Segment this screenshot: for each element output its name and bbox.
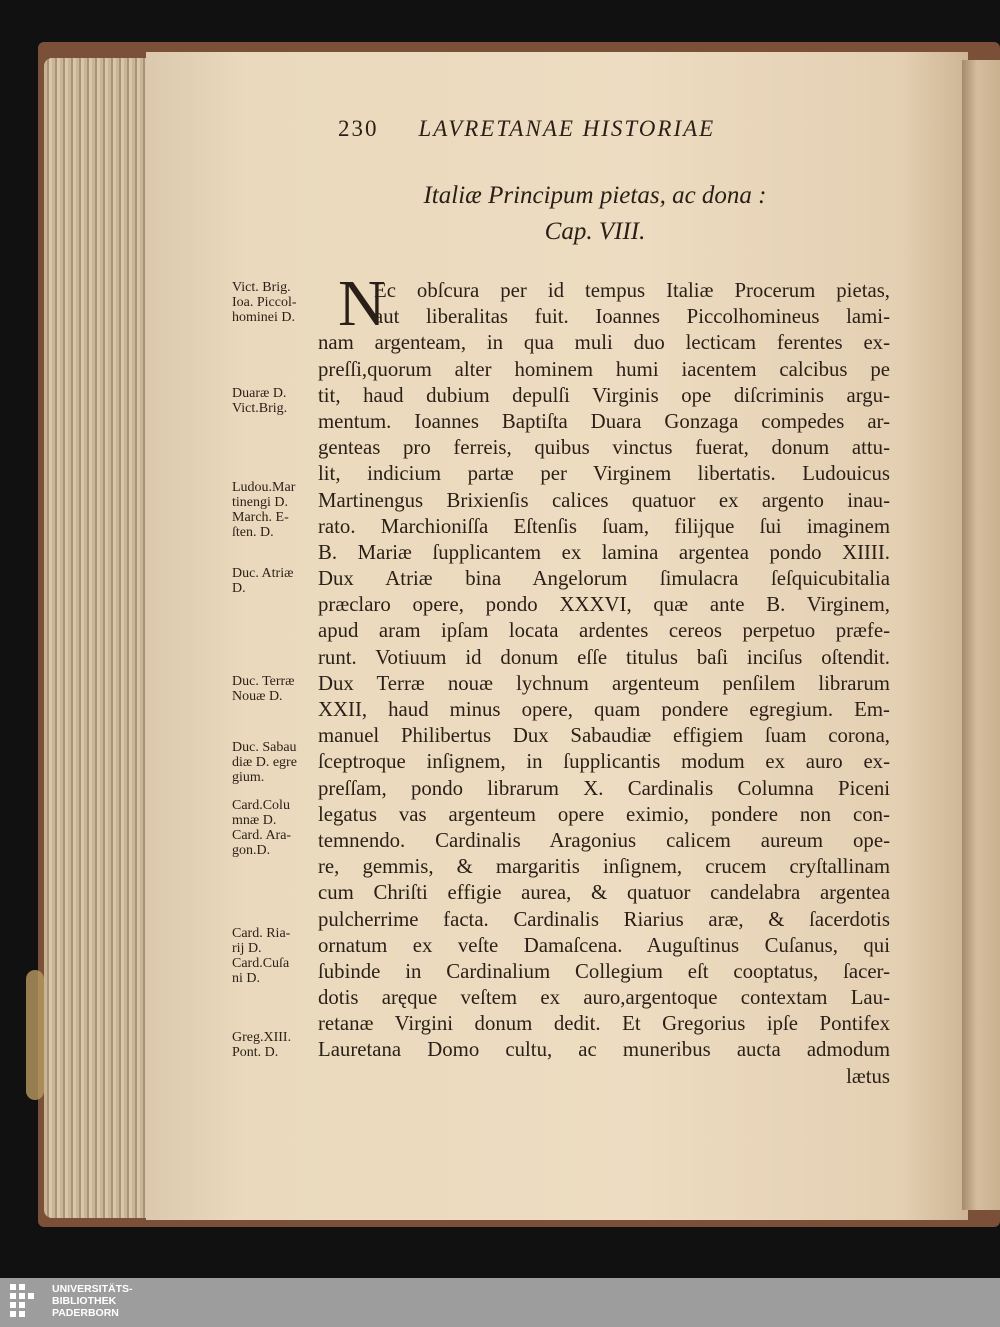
margin-note-line: Ludou.Mar <box>232 480 296 495</box>
margin-note <box>232 566 324 596</box>
text-line: Dux Terræ nouæ lychnum argenteum penſilem librarum <box>318 671 890 695</box>
margin-note-line: Card.Colu <box>232 798 290 813</box>
chapter-title: Italiæ Principum pietas, ac dona : <box>423 182 767 209</box>
margin-note <box>232 674 324 704</box>
library-name-line: BIBLIOTHEK <box>52 1295 117 1307</box>
margin-note-line: Card. Ara- <box>232 828 292 843</box>
text-line: re, gemmis, & margaritis inſignem, crucem cryſtallinam <box>318 855 890 879</box>
margin-note <box>232 926 324 986</box>
text-line: legatus vas argenteum opere eximio, pondere non con- <box>318 802 890 826</box>
text-line: preſſi,quorum alter hominem humi iacentem calcibus pe <box>318 357 890 381</box>
margin-note-line: ni D. <box>232 971 260 986</box>
margin-note-line: Duaræ D. <box>232 386 287 401</box>
text-line: tit, haud dubium depulſi Virginis ope diſcriminis argu- <box>318 383 890 407</box>
text-line: aut liberalitas fuit. Ioannes Piccolhomineus lami- <box>374 305 890 329</box>
library-name-line: PADERBORN <box>52 1307 119 1319</box>
chapter-heading <box>300 178 890 250</box>
margin-note <box>232 740 324 785</box>
chapter-number: Cap. VIII. <box>544 218 646 245</box>
running-title: LAVRETANAE HISTORIAE <box>418 116 716 141</box>
running-header <box>338 116 818 142</box>
text-line: præclaro opere, pondo XXXVI, quæ ante B. Virginem, <box>318 593 890 617</box>
text-line: nam argenteam, in qua muli duo lecticam ferentes ex- <box>318 331 890 355</box>
text-line: pulcherrime facta. Cardinalis Riarius aræ, & ſacerdotis <box>318 907 890 931</box>
margin-note-line: Greg.XIII. <box>232 1030 292 1045</box>
margin-note-line: Card.Cuſa <box>232 956 290 971</box>
margin-note-line: March. E- <box>232 510 289 525</box>
library-name-line: UNIVERSITÄTS- <box>52 1283 133 1295</box>
text-line: manuel Philibertus Dux Sabaudiæ effigiem ſuam corona, <box>318 724 890 748</box>
library-name <box>52 1283 133 1319</box>
library-footer <box>0 1278 1000 1327</box>
text-line: retanæ Virgini donum dedit. Et Gregorius ipſe Pontifex <box>318 1012 890 1036</box>
body-text <box>318 278 890 1090</box>
text-line: dotis aręque veſtem ex auro,argentoque contextam Lau- <box>318 986 890 1010</box>
page-number: 230 <box>338 116 379 141</box>
text-line: ſceptroque inſignem, in ſupplicantis modum ex auro ex- <box>318 750 890 774</box>
text-line: genteas pro ferreis, quibus vinctus fuerat, donum attu- <box>318 436 890 460</box>
text-line: apud aram ipſam locata ardentes cereos perpetuo præfe- <box>318 619 890 643</box>
margin-note-line: gium. <box>232 770 265 785</box>
margin-note-line: rij D. <box>232 941 262 956</box>
text-line: preſſam, pondo librarum X. Cardinalis Columna Piceni <box>318 776 890 800</box>
text-line: ſubinde in Cardinalium Collegium eſt cooptatus, ſacer- <box>318 959 890 983</box>
margin-note-line: D. <box>232 581 246 596</box>
text-line: Dux Atriæ bina Angelorum ſimulacra ſeſquicubitalia <box>318 567 890 591</box>
margin-note-line: gon.D. <box>232 843 271 858</box>
page-edges <box>44 58 156 1218</box>
margin-note-line: Duc. Sabau <box>232 740 297 755</box>
margin-note <box>232 1030 324 1060</box>
text-line: B. Mariæ ſupplicantem ex lamina argentea pondo XIIII. <box>318 540 890 564</box>
margin-note-line: Vict. Brig. <box>232 280 291 295</box>
margin-note-line: Nouæ D. <box>232 689 283 704</box>
margin-note-line: Duc. Terræ <box>232 674 295 689</box>
catchword: lætus <box>846 1064 890 1088</box>
drop-cap: N <box>338 267 386 340</box>
margin-note-line: diæ D. egre <box>232 755 297 770</box>
margin-note <box>232 386 324 416</box>
margin-note <box>232 480 324 540</box>
text-line: Lauretana Domo cultu, ac muneribus aucta admodum <box>318 1038 890 1062</box>
library-logo-icon <box>10 1284 44 1322</box>
margin-note-line: Pont. D. <box>232 1045 279 1060</box>
text-line: lit, indicium partæ per Virginem libertatis. Ludouicus <box>318 462 890 486</box>
margin-note-line: Ioa. Piccol- <box>232 295 297 310</box>
margin-note-line: Duc. Atriæ <box>232 566 294 581</box>
text-line: XXII, haud minus opere, quam pondere egregium. Em- <box>318 698 890 721</box>
text-line: Ec obſcura per id tempus Italiæ Procerum pietas, <box>374 279 890 302</box>
text-line: mentum. Ioannes Baptiſta Duara Gonzaga compedes ar- <box>318 409 890 433</box>
text-line: ornatum ex veſte Damaſcena. Auguſtinus Cuſanus, qui <box>318 933 890 957</box>
text-line: cum Chriſti effigie aurea, & quatuor candelabra argentea <box>318 881 890 905</box>
text-line: Martinengus Brixienſis calices quatuor ex argento inau- <box>318 488 890 512</box>
margin-note-line: Vict.Brig. <box>232 401 288 416</box>
margin-note-line: Card. Ria- <box>232 926 291 941</box>
margin-note-line: hominei D. <box>232 310 295 325</box>
margin-note-line: tinengi D. <box>232 495 288 510</box>
opposite-page-edge <box>962 60 1000 1210</box>
margin-note <box>232 280 324 325</box>
text-line: rato. Marchioniſſa Eſtenſis ſuam, filijque ſui imaginem <box>318 514 890 538</box>
text-line: runt. Votiuum id donum eſſe titulus baſi inciſus oſtendit. <box>318 645 890 669</box>
text-line: temnendo. Cardinalis Aragonius calicem aureum ope- <box>318 828 890 852</box>
margin-note-line: ſten. D. <box>232 525 274 540</box>
margin-note-line: mnæ D. <box>232 813 277 828</box>
ribbon-marker <box>26 970 44 1100</box>
margin-note <box>232 798 324 858</box>
